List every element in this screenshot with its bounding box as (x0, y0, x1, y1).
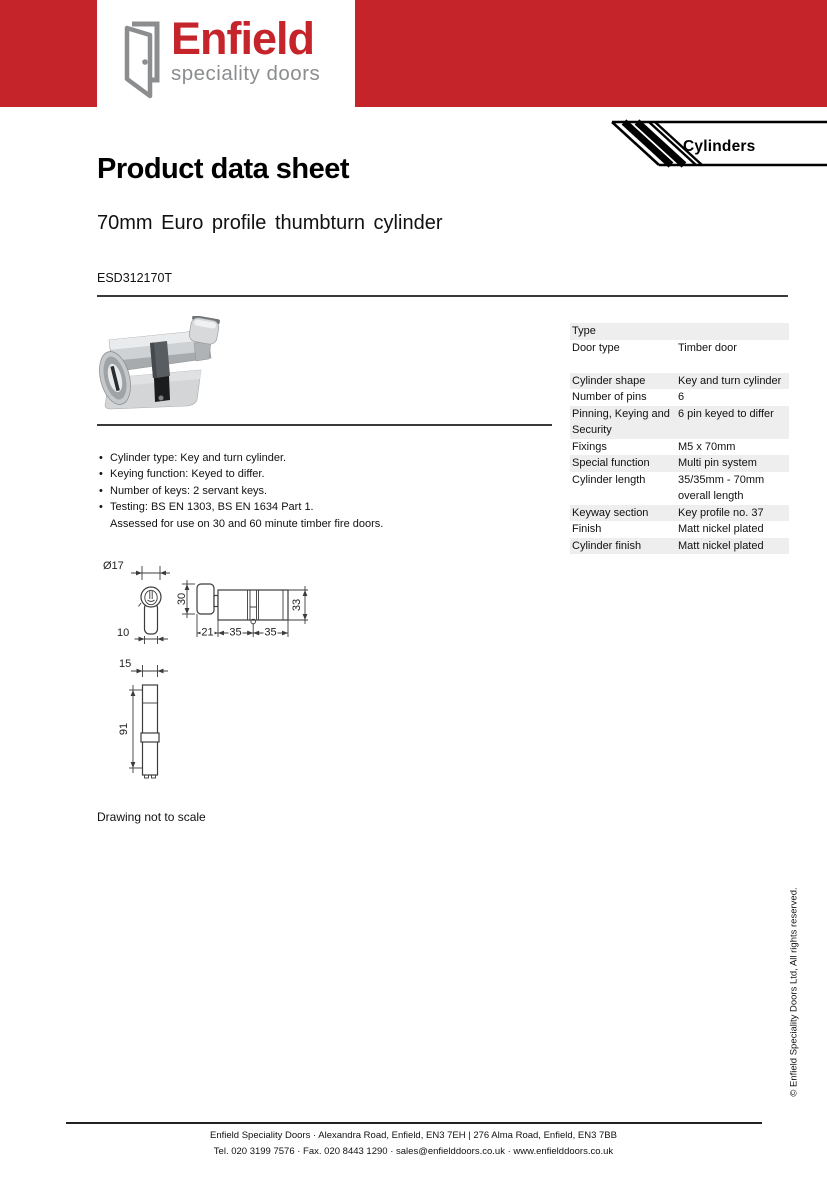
dim-segment3: 35 (264, 626, 277, 639)
spec-row (570, 472, 789, 505)
spec-label: Pinning, Keying and Security (572, 407, 670, 436)
brand-tagline: speciality doors (171, 62, 321, 85)
spec-label: Fixings (572, 440, 607, 453)
spec-value: Matt nickel plated (678, 523, 764, 535)
spec-row (570, 340, 789, 357)
dim-knob-height: 30 (176, 592, 188, 606)
dim-profile-length: 91 (118, 722, 130, 736)
category-tab-label: Cylinders (683, 138, 756, 155)
spec-row (570, 521, 789, 538)
feature-note: Assessed for use on 30 and 60 minute timber fire doors. (110, 517, 384, 530)
spec-row (570, 439, 789, 456)
spec-label: Cylinder length (572, 473, 646, 486)
spec-row (570, 389, 789, 406)
copyright-notice: © Enfield Speciality Doors Ltd, All rights reserved. (788, 887, 800, 1097)
dim-segment1: 21 (201, 626, 214, 639)
spec-value: Matt nickel plated (678, 539, 764, 552)
spec-value: M5 x 70mm (678, 440, 736, 453)
dim-knob-diameter: Ø17 (103, 560, 124, 572)
feature-bullet-text: Number of keys: 2 servant keys. (110, 484, 268, 497)
footer-contact: Tel. 020 3199 7576 · Fax. 020 8443 1290 · sales@enfielddoors.co.uk · www.enfielddoors.co.uk (213, 1146, 614, 1157)
footer-address: Enfield Speciality Doors · Alexandra Road, Enfield, EN3 7EH | 276 Alma Road, Enfield, EN3 7BB (210, 1130, 617, 1141)
spec-label: Cylinder shape (572, 374, 646, 387)
spec-label: Door type (572, 341, 620, 354)
divider-under-code (97, 295, 788, 297)
spec-row (570, 505, 789, 522)
page-title: Product data sheet (97, 153, 350, 185)
spec-value (678, 356, 789, 373)
spec-row (570, 406, 789, 439)
technical-drawing-profile (115, 655, 235, 805)
category-tab (593, 112, 827, 174)
spec-label: Special function (572, 457, 650, 469)
technical-drawing-side (95, 556, 345, 656)
spec-row (570, 323, 789, 340)
spec-value: Key and turn cylinder (678, 374, 782, 387)
product-subtitle: 70mm Euro profile thumbturn cylinder (97, 212, 443, 234)
feature-list (98, 450, 528, 532)
dim-segment2: 35 (229, 626, 242, 639)
spec-value: 35/35mm - 70mm overall length (678, 473, 765, 502)
brand-logo (97, 0, 355, 107)
product-photo-cylinder (97, 316, 223, 416)
brand-text (171, 13, 321, 86)
spec-value: Timber door (678, 341, 737, 354)
feature-bullet (98, 499, 528, 515)
dim-body-height: 33 (291, 598, 303, 612)
divider-under-photo (97, 424, 552, 426)
dim-front-width: 10 (117, 627, 130, 639)
spec-label: Type (572, 325, 596, 337)
spec-row (570, 356, 789, 373)
spec-row (570, 373, 789, 390)
spec-value: 6 pin keyed to differ (678, 407, 774, 420)
spec-value: 6 (678, 391, 685, 403)
feature-bullet-text: Cylinder type: Key and turn cylinder. (110, 452, 287, 464)
spec-row (570, 538, 789, 555)
open-door-icon (122, 20, 162, 100)
spec-table (570, 323, 789, 554)
drawing-note: Drawing not to scale (97, 810, 206, 824)
spec-value: Multi pin system (678, 457, 757, 469)
feature-bullet (98, 450, 528, 466)
spec-value: Key profile no. 37 (678, 506, 764, 519)
feature-bullet (98, 483, 528, 499)
feature-bullet (98, 466, 528, 482)
footer-divider (66, 1122, 762, 1124)
feature-bullet-text: Keying function: Keyed to differ. (110, 468, 265, 481)
thumbturn-knob (188, 316, 220, 345)
feature-bullet-text: Testing: BS EN 1303, BS EN 1634 Part 1. (110, 501, 314, 514)
spec-value (678, 323, 789, 340)
spec-row (570, 455, 789, 472)
spec-label: Keyway section (572, 506, 649, 519)
dim-profile-width: 15 (119, 658, 132, 670)
spec-label: Finish (572, 523, 602, 535)
product-code: ESD312170T (97, 271, 173, 285)
brand-name: Enfield (171, 13, 315, 64)
spec-label: Cylinder finish (572, 539, 642, 552)
spec-label: Number of pins (572, 391, 647, 403)
spec-label (570, 356, 678, 373)
